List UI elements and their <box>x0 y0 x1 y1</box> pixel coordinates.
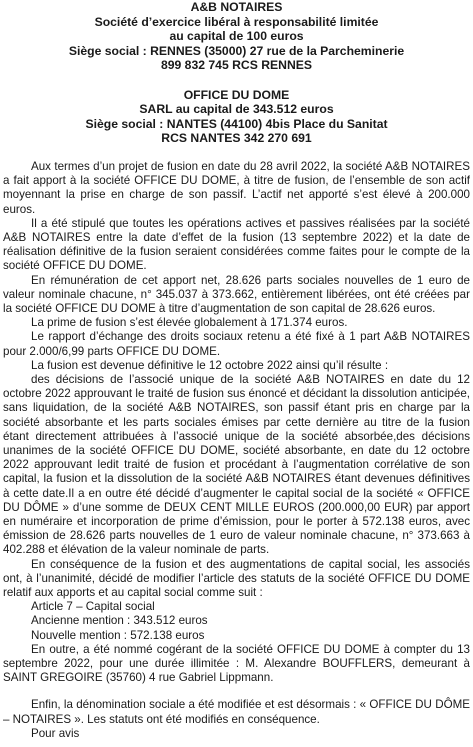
company-name: A&B NOTAIRES <box>190 0 283 14</box>
company-name: OFFICE DU DOME <box>183 87 290 102</box>
paragraph: Aux termes d’un projet de fusion en date du 28 avril 2022, la société A&B NOTAIRES a fait apport à la société OFFICE DU DOME, à titre de fusion, de l’ensemble de son actif moyennant la prise en charge de son passif. L’actif net apporté s’est élevé à 200.000 euros. <box>3 159 470 216</box>
paragraph: En conséquence de la fusion et des augmentations de capital social, les associés ont, à l’unanimité, décidé de modifier l’article des statuts de la société OFFICE DU DOME relatif aux apports et au capital social comme suit : <box>3 557 470 600</box>
company-capital: SARL au capital de 343.512 euros <box>139 102 334 117</box>
company-rcs: 899 832 745 RCS RENNES <box>160 58 313 73</box>
paragraph: Enfin, la dénomination sociale a été modifiée et est désormais : « OFFICE DU DÔME – NOTAIRES ». Les statuts ont été modifiés en conséquence. <box>3 698 470 726</box>
paragraph: des décisions de l’associé unique de la société A&B NOTAIRES en date du 12 octobre 2022 approuvant le traité de fusion sus énoncé et décidant la dissolution anticipée, sans liquidation, de la société A&B NOTAIRES, son passif étant pris en charge par la société absorbante et les parts sociales émises par cette dernière au titre de la fusion étant directement attribuées à l’associé unique de la société absorbée,des décisions unanimes de la société OFFICE DU DOME, société absorbante, en date du 12 octobre 2022 approuvant ledit traité de fusion et procédant à l’augmentation corrélative de son capital, la fusion et la dissolution de la société A&B NOTAIRES étant devenues définitives à cette date.Il a en outre été décidé d’augmenter le capital social de la société « OFFICE DU DÔME » d’une somme de DEUX CENT MILLE EUROS (200.000,00 EUR) par apport en numéraire et incorporation de prime d’émission, pour le porter à 572.138 euros, avec émission de 28.626 parts nouvelles de 1 euro de valeur nominale chacune, n° 373.663 à 402.288 et élévation de la valeur nominale de parts. <box>3 372 470 557</box>
spacer <box>3 73 470 88</box>
paragraph: En outre, a été nommé cogérant de la société OFFICE DU DOME à compter du 13 septembre 2022, pour une durée illimitée : M. Alexandre BOUFFLERS, demeurant à SAINT GREGOIRE (35760) 4 rue Gabriel Lippmann. <box>3 642 470 685</box>
header-absorbed-company <box>3 0 470 73</box>
article-title: Article 7 – Capital social <box>31 600 155 614</box>
spacer <box>3 685 470 698</box>
paragraph: Il a été stipulé que toutes les opérations actives et passives réalisées par la société A&B NOTAIRES entre la date d’effet de la fusion (13 septembre 2022) et la date de réalisation définitive de la fusion seraient considérées comme faites pour le compte de la société OFFICE DU DOME. <box>3 216 470 273</box>
paragraph: La fusion est devenue définitive le 12 octobre 2022 ainsi qu’il résulte : <box>31 358 389 372</box>
company-seat: Siège social : RENNES (35000) 27 rue de la Parcheminerie <box>68 43 405 58</box>
header-absorbing-company <box>3 88 470 146</box>
notice-body <box>3 160 470 741</box>
company-seat: Siège social : NANTES (44100) 4bis Place du Sanitat <box>85 116 388 131</box>
company-form: Société d’exercice libéral à responsabilité limitée <box>94 14 379 29</box>
company-capital: au capital de 100 euros <box>169 29 304 44</box>
article-new-mention: Nouvelle mention : 572.138 euros <box>31 628 205 642</box>
company-rcs: RCS NANTES 342 270 691 <box>161 131 312 146</box>
closing: Pour avis <box>31 726 80 740</box>
paragraph: Le rapport d’échange des droits sociaux retenu a été fixé à 1 part A&B NOTAIRES pour 2.000/6,99 parts OFFICE DU DOME. <box>3 330 470 358</box>
paragraph: En rémunération de cet apport net, 28.626 parts sociales nouvelles de 1 euro de valeur nominale chacune, n° 345.037 à 373.662, entièrement libérées, ont été créées par la société OFFICE DU DOME à titre d’augmentation de son capital de 28.626 euros. <box>3 273 470 315</box>
paragraph: La prime de fusion s’est élevée globalement à 171.374 euros. <box>31 316 348 330</box>
article-old-mention: Ancienne mention : 343.512 euros <box>31 614 208 628</box>
